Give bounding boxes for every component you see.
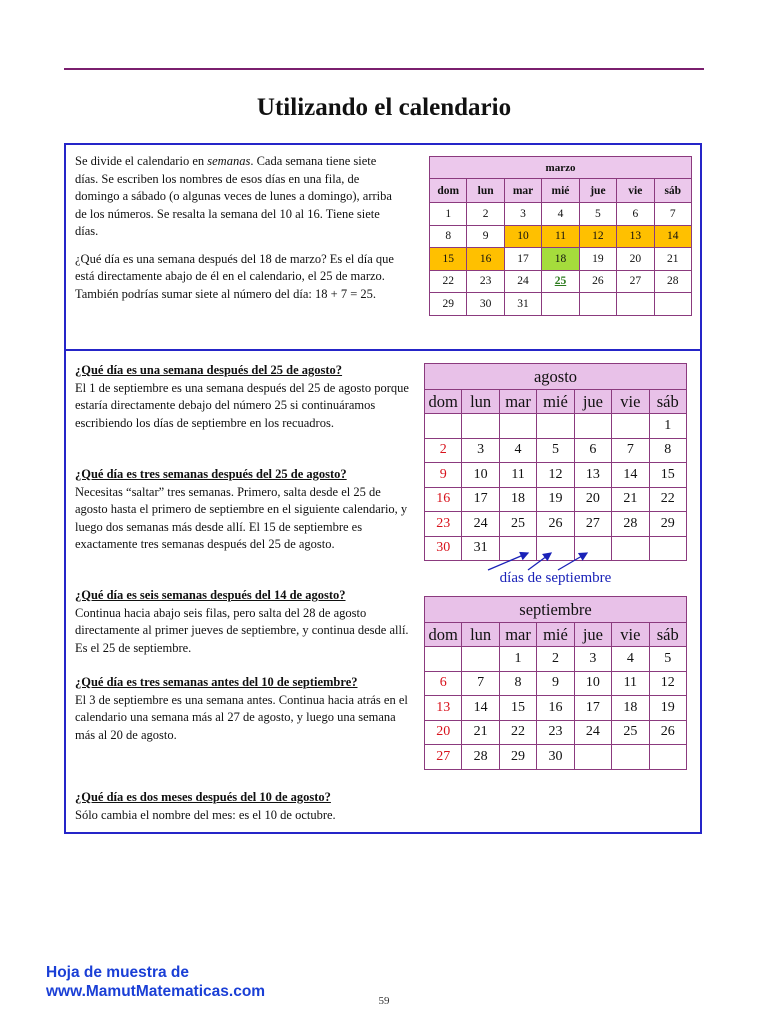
empty-cell <box>462 647 499 672</box>
day-cell: 16 <box>425 487 462 512</box>
week-row <box>425 696 687 721</box>
day-cell: 20 <box>617 248 654 271</box>
month-title: agosto <box>425 364 687 390</box>
day-cell: 5 <box>649 647 686 672</box>
day-cell: 18 <box>499 487 536 512</box>
week-row <box>430 225 692 248</box>
day-cell: 3 <box>462 438 499 463</box>
day-cell: 19 <box>537 487 574 512</box>
day-cell: 13 <box>425 696 462 721</box>
day-cell: 6 <box>574 438 611 463</box>
day-cell: 14 <box>462 696 499 721</box>
intro-text-b: . Cada semana tiene siete días. Se escriben los nombres de esos días en una fila, de domingo a sábado (o algunas veces de lunes a domingo), arriba de los números. Se resalta la semana del 10 al 16. Tiene siete días. <box>75 154 392 238</box>
empty-cell <box>574 414 611 439</box>
question-heading: ¿Qué día es dos meses después del 10 de agosto? <box>75 790 331 804</box>
day-cell: 29 <box>430 293 467 316</box>
day-cell: 4 <box>542 203 579 226</box>
day-cell: 1 <box>649 414 686 439</box>
day-cell: 3 <box>504 203 541 226</box>
top-rule <box>64 68 704 70</box>
qa-block-5 <box>75 789 409 824</box>
weekday-header: lun <box>467 179 504 203</box>
day-cell: 8 <box>649 438 686 463</box>
intro-emphasis: semanas <box>207 154 251 168</box>
day-cell: 17 <box>504 248 541 271</box>
day-cell: 28 <box>462 745 499 770</box>
day-cell: 1 <box>430 203 467 226</box>
day-cell: 18 <box>542 248 579 271</box>
page-number: 59 <box>378 995 390 1007</box>
day-cell: 2 <box>537 647 574 672</box>
september-days-label: días de septiembre <box>499 570 612 586</box>
weekday-header: mar <box>504 179 541 203</box>
day-cell: 4 <box>499 438 536 463</box>
day-cell: 18 <box>612 696 649 721</box>
day-cell: 17 <box>574 696 611 721</box>
day-cell: 22 <box>430 270 467 293</box>
qa-block-3 <box>75 587 409 657</box>
weekday-header: jue <box>579 179 616 203</box>
empty-cell <box>612 745 649 770</box>
day-cell: 11 <box>612 671 649 696</box>
empty-cell <box>574 745 611 770</box>
day-cell: 30 <box>537 745 574 770</box>
day-cell: 25 <box>612 720 649 745</box>
question-heading: ¿Qué día es seis semanas después del 14 de agosto? <box>75 588 346 602</box>
day-cell: 9 <box>537 671 574 696</box>
week-row <box>425 463 687 488</box>
question-heading: ¿Qué día es tres semanas antes del 10 de septiembre? <box>75 675 358 689</box>
empty-cell <box>425 647 462 672</box>
week-row <box>430 270 692 293</box>
section-divider <box>64 349 702 351</box>
day-cell: 21 <box>462 720 499 745</box>
page-title: Utilizando el calendario <box>256 94 512 121</box>
week-row <box>425 414 687 439</box>
week-row <box>425 745 687 770</box>
month-title: septiembre <box>425 597 687 623</box>
day-cell: 6 <box>617 203 654 226</box>
empty-cell <box>579 293 616 316</box>
day-cell: 26 <box>537 512 574 537</box>
weekday-header: lun <box>462 623 499 647</box>
answer-text: Necesitas “saltar” tres semanas. Primero, salta desde el 25 de agosto hasta el primero de septiembre en el siguiente calendario, y luego dos semanas más desde allí. El 15 de septiembre es exactamente tres semanas después del 25 de agosto. <box>75 484 408 551</box>
arrow-3 <box>558 553 587 570</box>
day-cell: 8 <box>430 225 467 248</box>
arrow-2 <box>528 553 551 570</box>
weekday-header: vie <box>612 390 649 414</box>
week-row <box>425 671 687 696</box>
day-cell: 26 <box>579 270 616 293</box>
day-cell: 12 <box>537 463 574 488</box>
day-cell: 20 <box>574 487 611 512</box>
answer-text: Sólo cambia el nombre del mes: es el 10 de octubre. <box>75 807 336 822</box>
day-cell: 8 <box>499 671 536 696</box>
day-cell: 31 <box>462 536 499 561</box>
day-cell: 27 <box>617 270 654 293</box>
calendar-march <box>429 156 692 316</box>
day-cell: 22 <box>649 487 686 512</box>
qa-block-1 <box>75 362 409 432</box>
footer-line-2: www.MamutMatematicas.com <box>46 983 266 1000</box>
empty-cell <box>537 414 574 439</box>
day-cell <box>542 270 579 293</box>
day-cell: 15 <box>430 248 467 271</box>
day-cell: 3 <box>574 647 611 672</box>
intro-text <box>75 153 395 303</box>
weekday-header: vie <box>617 179 654 203</box>
day-cell: 23 <box>537 720 574 745</box>
qa-block-4 <box>75 674 409 744</box>
day-cell: 5 <box>537 438 574 463</box>
day-cell: 9 <box>425 463 462 488</box>
day-cell: 14 <box>654 225 691 248</box>
weekday-header: sáb <box>649 390 686 414</box>
day-cell: 16 <box>537 696 574 721</box>
day-cell: 11 <box>499 463 536 488</box>
week-row <box>425 647 687 672</box>
day-cell: 29 <box>499 745 536 770</box>
day-cell: 10 <box>504 225 541 248</box>
day-cell: 10 <box>574 671 611 696</box>
calendar-august <box>424 363 687 561</box>
day-cell: 28 <box>654 270 691 293</box>
day-cell: 14 <box>612 463 649 488</box>
answer-text: El 3 de septiembre es una semana antes. Continua hacia atrás en el calendario una semana más al 27 de agosto, y luego una semana más al 20 de agosto. <box>75 692 408 742</box>
day-cell: 7 <box>612 438 649 463</box>
empty-cell <box>612 414 649 439</box>
day-cell: 19 <box>579 248 616 271</box>
day-cell: 15 <box>649 463 686 488</box>
week-row <box>425 720 687 745</box>
highlighted-day: 25 <box>554 275 567 288</box>
day-cell: 7 <box>462 671 499 696</box>
empty-cell <box>462 414 499 439</box>
day-cell: 30 <box>467 293 504 316</box>
day-cell: 22 <box>499 720 536 745</box>
week-row <box>430 203 692 226</box>
day-cell: 27 <box>574 512 611 537</box>
week-row <box>425 512 687 537</box>
day-cell: 16 <box>467 248 504 271</box>
day-cell: 9 <box>467 225 504 248</box>
day-cell: 20 <box>425 720 462 745</box>
empty-cell <box>654 293 691 316</box>
weekday-header: jue <box>574 390 611 414</box>
day-cell: 19 <box>649 696 686 721</box>
day-cell: 27 <box>425 745 462 770</box>
arrow-1 <box>488 553 528 570</box>
day-cell: 5 <box>579 203 616 226</box>
day-cell: 1 <box>499 647 536 672</box>
footer-line-1: Hoja de muestra de <box>46 964 189 981</box>
empty-cell <box>649 745 686 770</box>
weekday-header: mié <box>542 179 579 203</box>
day-cell: 2 <box>467 203 504 226</box>
weekday-header: mié <box>537 623 574 647</box>
day-cell: 23 <box>467 270 504 293</box>
day-cell: 10 <box>462 463 499 488</box>
question-heading: ¿Qué día es una semana después del 25 de agosto? <box>75 363 343 377</box>
day-cell: 24 <box>504 270 541 293</box>
day-cell: 6 <box>425 671 462 696</box>
day-cell: 7 <box>654 203 691 226</box>
weekday-header: sáb <box>654 179 691 203</box>
weekday-header: mar <box>499 623 536 647</box>
day-cell: 31 <box>504 293 541 316</box>
weekday-header: lun <box>462 390 499 414</box>
weekday-header: dom <box>430 179 467 203</box>
day-cell: 24 <box>462 512 499 537</box>
day-cell: 28 <box>612 512 649 537</box>
day-cell: 17 <box>462 487 499 512</box>
day-cell: 15 <box>499 696 536 721</box>
day-cell: 21 <box>654 248 691 271</box>
intro-text-a: Se divide el calendario en <box>75 154 208 168</box>
day-cell: 24 <box>574 720 611 745</box>
answer-text: El 1 de septiembre es una semana después del 25 de agosto porque estaría directamente debajo del número 25 si continuáramos escribiendo los días de septiembre en los recuadros. <box>75 380 409 430</box>
day-cell: 2 <box>425 438 462 463</box>
empty-cell <box>542 293 579 316</box>
day-cell: 23 <box>425 512 462 537</box>
day-cell: 13 <box>617 225 654 248</box>
qa-block-2 <box>75 466 409 554</box>
empty-cell <box>499 414 536 439</box>
week-row <box>430 248 692 271</box>
weekday-header: sáb <box>649 623 686 647</box>
weekday-header: mié <box>537 390 574 414</box>
month-title: marzo <box>430 157 692 179</box>
question-heading: ¿Qué día es tres semanas después del 25 de agosto? <box>75 467 347 481</box>
day-cell: 21 <box>612 487 649 512</box>
weekday-header: jue <box>574 623 611 647</box>
empty-cell <box>617 293 654 316</box>
day-cell: 13 <box>574 463 611 488</box>
answer-text: Continua hacia abajo seis filas, pero salta del 28 de agosto directamente al primer jueves de septiembre, y continua desde allí. Es el 25 de septiembre. <box>75 605 409 655</box>
week-row <box>425 487 687 512</box>
day-cell: 26 <box>649 720 686 745</box>
weekday-header: vie <box>612 623 649 647</box>
day-cell: 4 <box>612 647 649 672</box>
day-cell: 11 <box>542 225 579 248</box>
day-cell: 12 <box>579 225 616 248</box>
weekday-header: mar <box>499 390 536 414</box>
weekday-header: dom <box>425 390 462 414</box>
week-row <box>430 293 692 316</box>
day-cell: 30 <box>425 536 462 561</box>
empty-cell <box>425 414 462 439</box>
calendar-september <box>424 596 687 770</box>
intro-paragraph-2: ¿Qué día es una semana después del 18 de marzo? Es el día que está directamente abajo de él en el calendario, el 25 de marzo. También podrías sumar siete al número del día: 18 + 7 = 25. <box>75 251 394 301</box>
week-row <box>425 438 687 463</box>
day-cell: 29 <box>649 512 686 537</box>
day-cell: 25 <box>499 512 536 537</box>
weekday-header: dom <box>425 623 462 647</box>
day-cell: 12 <box>649 671 686 696</box>
intro-paragraph-1 <box>75 153 395 241</box>
